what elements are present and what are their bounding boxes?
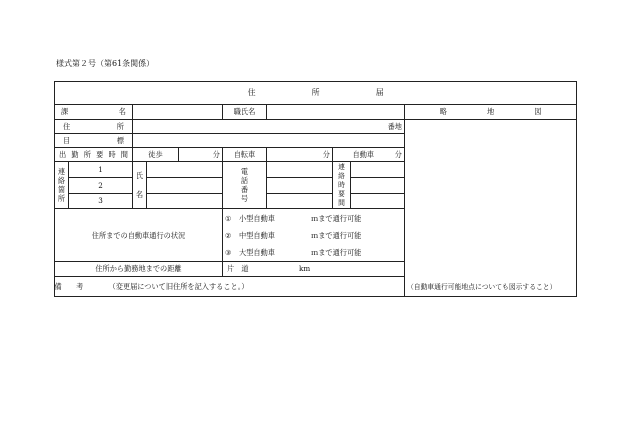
address-field[interactable] xyxy=(133,119,405,133)
contact-label: 連 絡 箇 所 xyxy=(55,162,69,209)
landmark-label: 目 標 xyxy=(55,133,133,147)
section-field[interactable] xyxy=(133,105,223,119)
contact-hours-label: 連 絡 時 要 間 xyxy=(333,162,351,209)
distance-label: 住所から勤務地までの距離 xyxy=(55,262,223,276)
contact-name-field-3[interactable] xyxy=(147,193,223,209)
contact-name-field-2[interactable] xyxy=(147,178,223,194)
form-number-label: 様式第２号（第61条関係） xyxy=(56,59,155,68)
car-access-option-large: ③ 大型自動車 ｍまで通行可能 xyxy=(225,247,362,257)
bicycle-minutes-field[interactable]: 分 xyxy=(267,148,333,162)
walk-label: 徒歩 xyxy=(133,148,179,162)
car-access-options[interactable] xyxy=(223,209,405,262)
contact-phone-field-2[interactable] xyxy=(267,178,333,194)
title-name-label: 職氏名 xyxy=(223,105,267,119)
car-access-option-small: ① 小型自動車 ｍまで通行可能 xyxy=(225,213,362,223)
car-label xyxy=(333,148,351,162)
distance-field[interactable]: 片 道 km xyxy=(223,262,405,276)
contact-row-3: 3 xyxy=(69,193,133,209)
map-note: （自動車通行可能地点についても図示すること） xyxy=(407,283,557,292)
contact-row-1: 1 xyxy=(69,162,133,178)
form-title: 住 所 届 xyxy=(55,82,577,105)
walk-minutes-field[interactable]: 分 xyxy=(179,148,223,162)
address-report-form xyxy=(54,81,577,297)
contact-row-2: 2 xyxy=(69,178,133,194)
section-label: 課 名 xyxy=(55,105,133,119)
remarks-note: （変更届について旧住所を記入すること。） xyxy=(108,281,249,291)
bicycle-label: 自転車 xyxy=(223,148,267,162)
contact-hours-field-3[interactable] xyxy=(351,193,405,209)
landmark-field[interactable] xyxy=(133,133,405,147)
car-access-label: 住所までの自動車通行の状況 xyxy=(55,209,223,262)
remarks-label: 備 考 xyxy=(54,281,84,291)
map-area[interactable] xyxy=(405,119,577,296)
title-name-field[interactable] xyxy=(267,105,405,119)
car-access-option-medium: ② 中型自動車 ｍまで通行可能 xyxy=(225,230,362,240)
map-title: 略 地 図 xyxy=(405,105,577,119)
car-minutes-field[interactable]: 自動車 分 xyxy=(351,148,405,162)
contact-hours-field-1[interactable] xyxy=(351,162,405,178)
contact-hours-field-2[interactable] xyxy=(351,178,405,194)
address-label: 住 所 xyxy=(55,119,133,133)
contact-phone-field-1[interactable] xyxy=(267,162,333,178)
contact-phone-label: 電 話 番 号 xyxy=(223,162,267,209)
contact-name-label: 氏 名 xyxy=(133,162,147,209)
address-suffix: 番地 xyxy=(387,121,402,131)
remarks-field[interactable] xyxy=(54,276,405,297)
contact-name-field-1[interactable] xyxy=(147,162,223,178)
contact-phone-field-3[interactable] xyxy=(267,193,333,209)
commute-label: 出勤所要時間 xyxy=(55,148,133,162)
